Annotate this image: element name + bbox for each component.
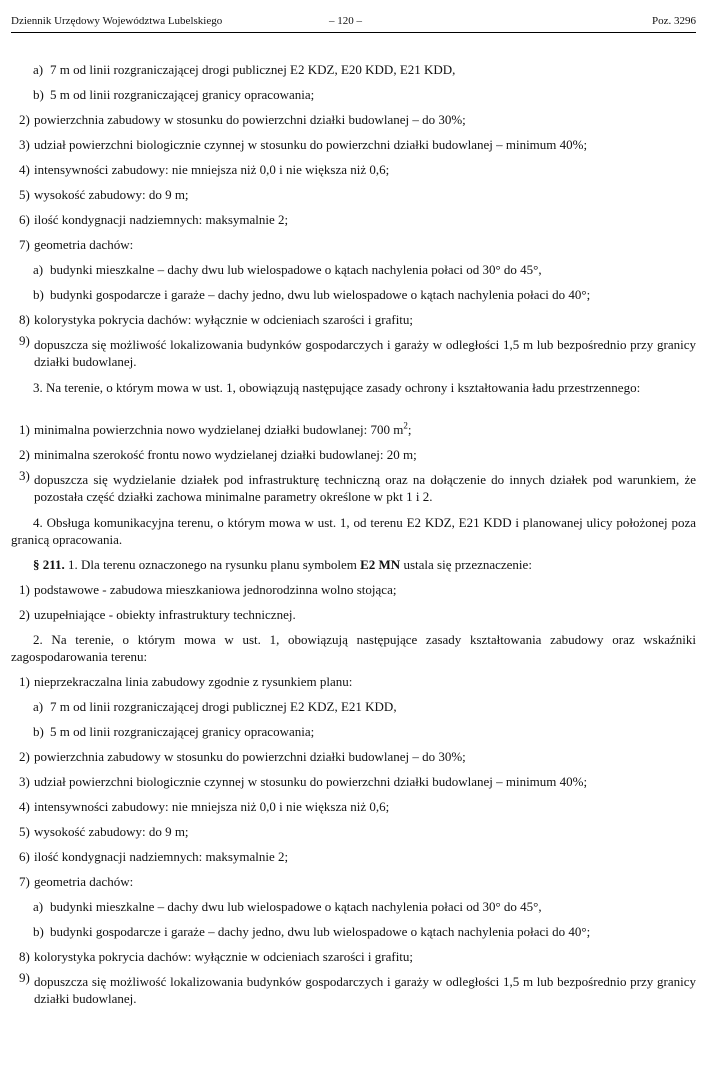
list-item: 2) minimalna szerokość frontu nowo wydzielanej działki budowlanej: 20 m; — [19, 447, 417, 462]
list-item: 9) dopuszcza się możliwość lokalizowania budynków gospodarczych i garaży w odległości 1,5 m lub bezpośrednio przy granicy działki budowlanej. — [19, 333, 696, 369]
list-item: 3) udział powierzchni biologicznie czynnej w stosunku do powierzchni działki budowlanej – minimum 40%; — [19, 774, 588, 789]
list-item: b) budynki gospodarcze i garaże – dachy jedno, dwu lub wielospadowe o kątach nachylenia połaci do 40°; — [33, 924, 591, 939]
list-item: 6) ilość kondygnacji nadziemnych: maksymalnie 2; — [19, 212, 289, 227]
list-item: b) 5 m od linii rozgraniczającej granicy opracowania; — [33, 87, 315, 102]
list-item: 7) geometria dachów: — [19, 874, 134, 889]
list-item: 5) wysokość zabudowy: do 9 m; — [19, 824, 189, 839]
list-item: 4) intensywności zabudowy: nie mniejsza niż 0,0 i nie większa niż 0,6; — [19, 162, 390, 177]
list-item: a) 7 m od linii rozgraniczającej drogi publicznej E2 KDZ, E21 KDD, — [33, 699, 397, 714]
list-item: b) 5 m od linii rozgraniczającej granicy opracowania; — [33, 724, 315, 739]
paragraph: 3. Na terenie, o którym mowa w ust. 1, obowiązują następujące zasady ochrony i kształtowania ładu przestrzennego: — [33, 380, 641, 395]
section-heading: § 211. 1. Dla terenu oznaczonego na rysunku planu symbolem E2 MN ustala się przeznaczenie: — [33, 557, 532, 572]
list-item: a) 7 m od linii rozgraniczającej drogi publicznej E2 KDZ, E20 KDD, E21 KDD, — [33, 62, 456, 77]
list-item: 7) geometria dachów: — [19, 237, 134, 252]
section-number: § 211. — [33, 557, 65, 572]
list-item: 1) minimalna powierzchnia nowo wydzielanej działki budowlanej: 700 $m^2$; — [19, 420, 412, 437]
list-item: b) budynki gospodarcze i garaże – dachy jedno, dwu lub wielospadowe o kątach nachylenia połaci do 40°; — [33, 287, 591, 302]
list-item: 4) intensywności zabudowy: nie mniejsza niż 0,0 i nie większa niż 0,6; — [19, 799, 390, 814]
list-item: 1) podstawowe - zabudowa mieszkaniowa jednorodzinna wolno stojąca; — [19, 582, 397, 597]
list-item: 3) dopuszcza się wydzielanie działek pod infrastrukturę techniczną oraz na dołączenie do innych działek pod warunkiem, że pozostała część działki zachowa minimalne parametry określone w pkt 1 i 2. — [19, 468, 696, 504]
list-item: a) budynki mieszkalne – dachy dwu lub wielospadowe o kątach nachylenia połaci od 30° do 45°, — [33, 899, 542, 914]
paragraph: 4. Obsługa komunikacyjna terenu, o którym mowa w ust. 1, od terenu E2 KDZ, E21 KDD i planowanej ulicy położonej poza granicą opracowania. — [11, 515, 696, 547]
list-item: 5) wysokość zabudowy: do 9 m; — [19, 187, 189, 202]
list-item: 2) powierzchnia zabudowy w stosunku do powierzchni działki budowlanej – do 30%; — [19, 749, 466, 764]
list-item: 2) powierzchnia zabudowy w stosunku do powierzchni działki budowlanej – do 30%; — [19, 112, 466, 127]
list-item: 8) kolorystyka pokrycia dachów: wyłącznie w odcieniach szarości i grafitu; — [19, 312, 414, 327]
page-number: – 120 – — [329, 15, 362, 27]
list-item: 1) nieprzekraczalna linia zabudowy zgodnie z rysunkiem planu: — [19, 674, 353, 689]
page-header — [11, 14, 696, 33]
journal-title: Dziennik Urzędowy Województwa Lubelskiego — [11, 15, 223, 27]
list-item: 8) kolorystyka pokrycia dachów: wyłącznie w odcieniach szarości i grafitu; — [19, 949, 414, 964]
list-item: a) budynki mieszkalne – dachy dwu lub wielospadowe o kątach nachylenia połaci od 30° do 45°, — [33, 262, 542, 277]
list-item: 3) udział powierzchni biologicznie czynnej w stosunku do powierzchni działki budowlanej – minimum 40%; — [19, 137, 588, 152]
document-body — [11, 57, 696, 1012]
zone-symbol: E2 MN — [360, 557, 401, 572]
list-item: 6) ilość kondygnacji nadziemnych: maksymalnie 2; — [19, 849, 289, 864]
list-item: 2) uzupełniające - obiekty infrastruktury technicznej. — [19, 607, 296, 622]
paragraph: 2. Na terenie, o którym mowa w ust. 1, obowiązują następujące zasady kształtowania zabudowy oraz wskaźniki zagospodarowania terenu: — [11, 632, 696, 664]
list-item: 9) dopuszcza się możliwość lokalizowania budynków gospodarczych i garaży w odległości 1,5 m lub bezpośrednio przy granicy działki budowlanej. — [19, 970, 696, 1006]
position-number: Poz. 3296 — [652, 15, 696, 27]
